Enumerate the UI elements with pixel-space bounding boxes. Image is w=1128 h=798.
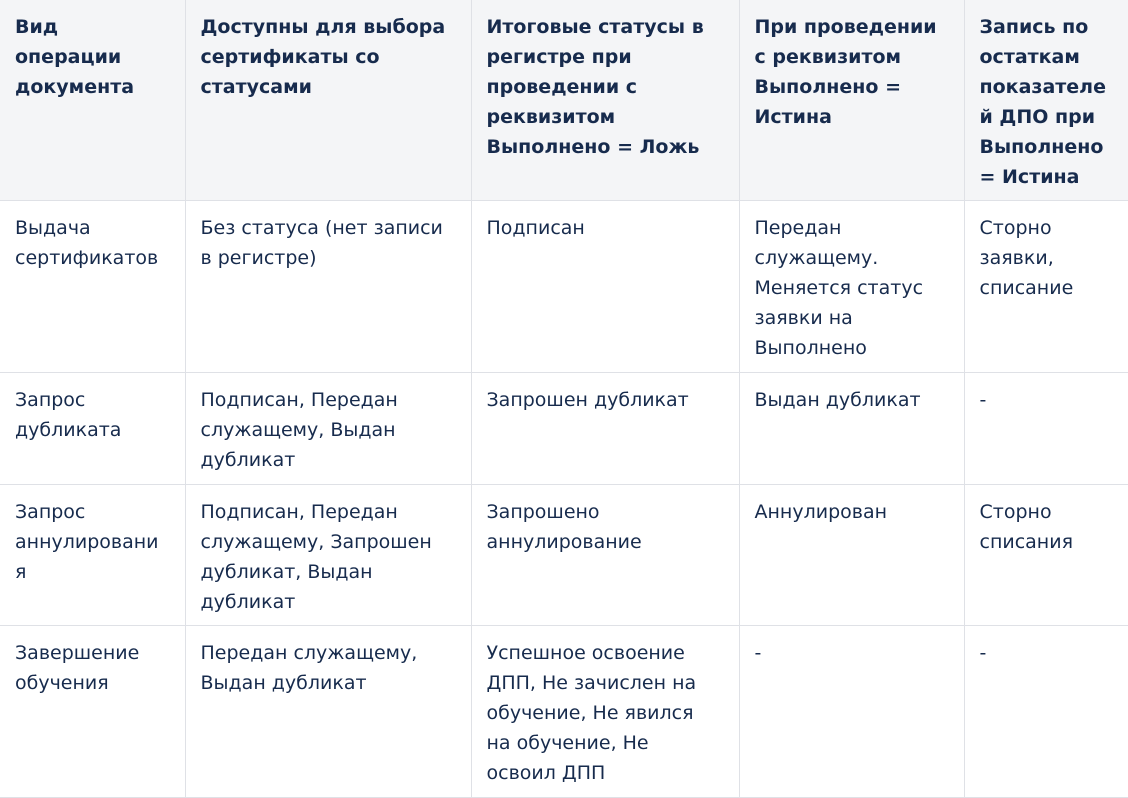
header-operation-type: Вид операции документа	[0, 0, 185, 201]
table-cell: Подписан, Передан служащему, Выдан дубликат	[185, 373, 471, 485]
table-cell: Подписан, Передан служащему, Запрошен дубликат, Выдан дубликат	[185, 485, 471, 626]
table-cell: Запрос дубликата	[0, 373, 185, 485]
table-cell: -	[739, 626, 964, 798]
table-cell: -	[964, 373, 1128, 485]
table-header-row	[0, 0, 1128, 201]
table-cell: Без статуса (нет записи в регистре)	[185, 201, 471, 373]
table-cell: Подписан	[471, 201, 739, 373]
table-row	[0, 373, 1128, 485]
table-cell: Выдача сертификатов	[0, 201, 185, 373]
header-final-statuses-false: Итоговые статусы в регистре при проведении с реквизитом Выполнено = Ложь	[471, 0, 739, 201]
table-cell: Завершение обучения	[0, 626, 185, 798]
table-cell: -	[964, 626, 1128, 798]
table-cell: Передан служащему, Выдан дубликат	[185, 626, 471, 798]
table-row	[0, 485, 1128, 626]
table-cell: Запрошено аннулирование	[471, 485, 739, 626]
header-dpo-balance-record: Запись по остаткам показателей ДПО при Выполнено = Истина	[964, 0, 1128, 201]
table-cell: Успешное освоение ДПП, Не зачислен на обучение, Не явился на обучение, Не освоил ДПП	[471, 626, 739, 798]
table-row	[0, 201, 1128, 373]
header-completed-true: При проведении с реквизитом Выполнено = Истина	[739, 0, 964, 201]
table-cell: Запрос аннулирования	[0, 485, 185, 626]
table-row	[0, 626, 1128, 798]
header-available-statuses: Доступны для выбора сертификаты со статусами	[185, 0, 471, 201]
table-cell: Передан служащему. Меняется статус заявки на Выполнено	[739, 201, 964, 373]
table-cell: Запрошен дубликат	[471, 373, 739, 485]
table-cell: Сторно заявки, списание	[964, 201, 1128, 373]
table-cell: Аннулирован	[739, 485, 964, 626]
table-cell: Выдан дубликат	[739, 373, 964, 485]
table-cell: Сторно списания	[964, 485, 1128, 626]
